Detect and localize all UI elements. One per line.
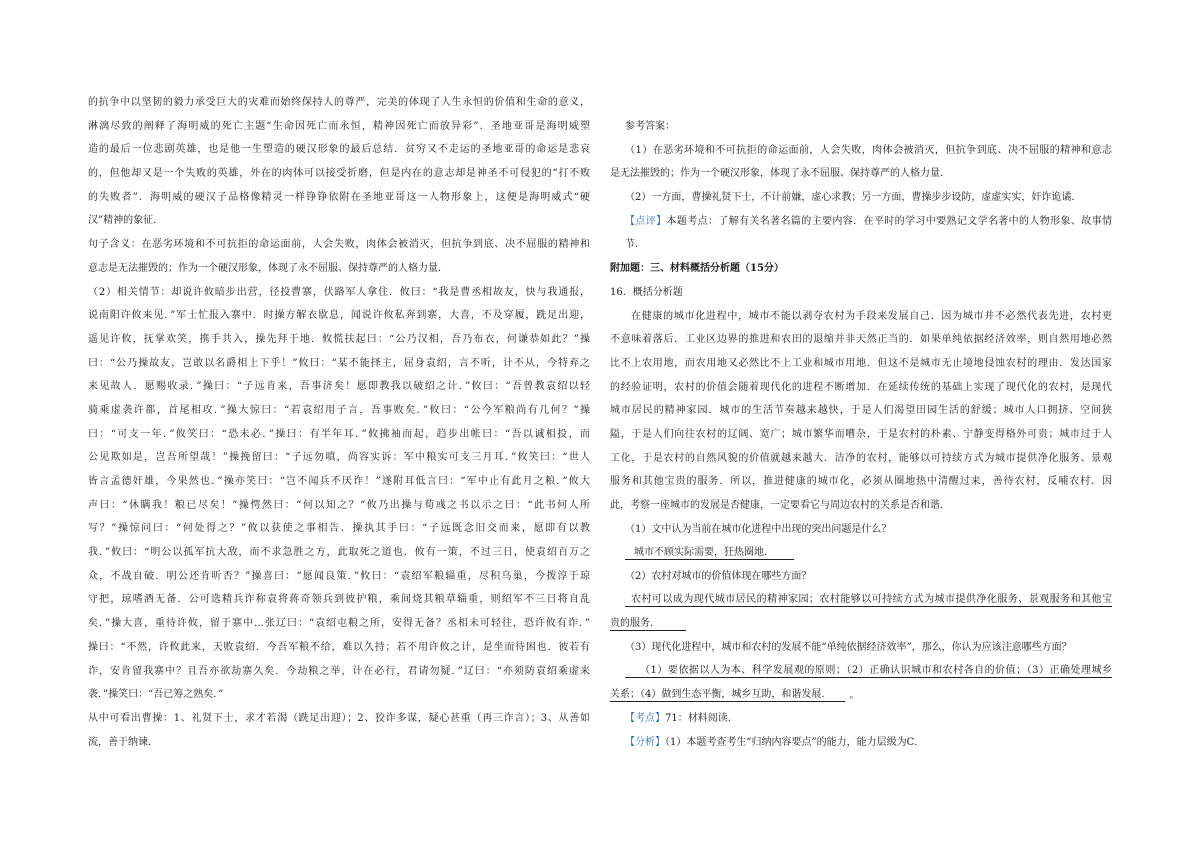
left-line: 句子含义：在恶劣环境和不可抗拒的命运面前，人会失败，肉体会被消灭，但抗争到底、决不屈服的精神和 [88, 239, 590, 251]
comment-line [610, 210, 1112, 234]
left-column [88, 91, 590, 754]
left-line: 矣．”操大喜，重待许攸，留于寨中…张辽曰：“袁绍屯粮之所，安得无备？丞相未可轻往，恐许攸有诈．” [88, 618, 590, 630]
comment-line: 节． [625, 239, 645, 251]
question-2-answer: 贵的服务． [610, 617, 686, 631]
left-line: 流，善于纳谏． [88, 736, 158, 748]
left-line: 袭．”操笑曰：“吾已筹之熟矣．” [88, 689, 224, 701]
passage-line: 不意味着落后．工业区边界的推进和农田的退缩并非天然正当的．如果单纯依据经济效率，则自然用地必然 [610, 334, 1112, 346]
left-line: 意志是无法摧毁的；作为一个硬汉形象，体现了永不屈服、保持尊严的人格力量． [88, 262, 448, 274]
passage-line: 此，考察一座城市的发展是否健康，一定要看它与周边农村的关系是否和谐． [610, 500, 950, 511]
question-2-answer-line [610, 589, 1112, 613]
left-line: 骑乘虚袭许都，首尾相攻．”操大惊曰：“若袁绍用子言，吾事败矣．”攸曰：“公今军粮尚有几何？”操 [88, 404, 590, 416]
left-line: 的抗争中以坚韧的毅力承受巨大的灾难而始终保持人的尊严，完美的体现了人生永恒的价值和生命的意义， [88, 97, 590, 108]
exam-point-line [610, 707, 1112, 731]
analysis-text: （1）本题考查考生“归纳内容要点”的能力，能力层级为C． [665, 736, 925, 748]
left-line: 遥见许攸，抚掌欢笑，携手共入，操先拜于地．攸慌扶起曰：“公乃汉相，吾乃布衣，何谦恭如此？”操 [88, 333, 590, 345]
question-3-answer: （1）要依据以人为本、科学发展观的原则；（2）正确认识城市和农村各自的价值；（3）正确处理城乡 [625, 664, 1112, 678]
question-2-answer: 农村可以成为现代城市居民的精神家园；农村能够以可持续方式为城市提供净化服务、景观服务和其他宝 [625, 593, 1112, 607]
left-line: 说南阳许攸来见．”军士忙报入寨中．时操方解衣歇息，闻说许攸私奔到寨，大喜，不及穿履，跣足出迎， [88, 310, 590, 322]
answer-heading: 参考答案： [625, 121, 675, 132]
left-line: 曰：“公乃操故友，岂敢以名爵相上下乎！”攸曰：“某不能择主，屈身袁绍，言不听，计不从，今特弃之 [88, 357, 590, 369]
left-line: 皆言孟德奸雄，今果然也．”操亦笑曰：“岂不闻兵不厌诈！”遂附耳低言曰：“军中止有此月之粮．”攸大 [88, 476, 590, 487]
left-line: 写？”操惊问曰：“何处得之？”攸以获使之事相告．操执其手曰：“子远既念旧交而来，愿即有以教 [88, 523, 590, 535]
question-number: 16．概括分析题 [610, 286, 683, 298]
question-1-prompt: （1）文中认为当前在城市化进程中出现的突出问题是什么？ [625, 523, 892, 535]
left-line: 众，不战自破．明公还肯听否？”操喜曰：“愿闻良策．”攸曰：“袁绍军粮辎重，尽积乌巢，今拨淳于琼 [88, 570, 590, 582]
left-line: （2）相关情节：却说许攸暗步出营，径投曹寨，伏路军人拿住．攸曰：“我是曹丞相故友，快与我通报， [88, 286, 590, 298]
left-line: 来见故人．愿赐收录．”操曰：“子远肯来，吾事济矣！愿即教我以破绍之计．”攸曰：“吾曾教袁绍以轻 [88, 381, 590, 393]
left-line: 汉”精神的象征． [88, 215, 164, 227]
left-line: 造的最后一位悲剧英雄，也是他一生塑造的硬汉形象的最后总结．贫穷又不走运的圣地亚哥的命运是悲哀 [88, 144, 590, 156]
passage-line: 的经验证明，农村的价值会随着现代化的进程不断增加．在延续传统的基础上实现了现代化的农村，是现代 [610, 381, 1112, 393]
question-3-answer: 关系；（4）做到生态平衡，城乡互助，和谐发展． [610, 688, 845, 702]
passage-line: 服务和其他宝贵的服务．所以，推进健康的城市化，必须从圈地热中清醒过来，善待农村，反哺农村．因 [610, 476, 1112, 488]
comment-label: 【点评】 [625, 215, 667, 227]
exam-point-text: 71：材料阅读． [665, 713, 738, 725]
right-column [610, 115, 1112, 755]
passage-line: 工化，于是农村的自然风貌的价值就越来越大．洁净的农村，能够以可持续方式为城市提供净化服务、景观 [610, 452, 1112, 464]
question-3-answer-line [610, 660, 1112, 684]
left-line: 声曰：“休瞒我！粮已尽矣！”操愕然曰：“何以知之？”攸乃出操与荀彧之书以示之曰：“此书何人所 [88, 499, 590, 511]
question-1-answer-line [610, 541, 1112, 565]
left-line: 曰：“可支一年．”攸笑曰：“恐未必．”操曰：有半年耳．”攸拂袖而起，趋步出帐曰：“吾以诚相投，而 [88, 428, 590, 440]
left-line: 诈，安肯留我寨中？且吾亦欲劫寨久矣．今劫粮之举，计在必行，君请勿疑．”辽曰：“亦须防袁绍乘虚来 [88, 665, 590, 677]
answer-1-line: 是无法摧毁的；作为一个硬汉形象，体现了永不屈服、保持尊严的人格力量． [610, 168, 950, 180]
left-line: 守把，琼嗜酒无备．公可选精兵诈称袁将蒋奇领兵到彼护粮，乘间烧其粮草辎重，则绍军不三日将自乱 [88, 594, 590, 606]
question-3-answer-end: 。 [849, 689, 860, 701]
left-line: 我．”攸曰：“明公以孤军抗大敌，而不求急胜之方，此取死之道也．攸有一策，不过三日，使袁绍百万之 [88, 547, 590, 559]
section-title: 附加题：三、材料概括分析题（15分） [610, 263, 784, 275]
exam-point-label: 【考点】 [625, 713, 665, 725]
question-2-prompt: （2）农村对城市的价值体现在哪些方面？ [625, 571, 812, 583]
analysis-line [610, 731, 1112, 755]
passage-line: 城市居民的精神家园．城市的生活节奏越来越快，于是人们渴望田园生活的舒缓；城市人口拥挤、空间狭 [610, 405, 1112, 417]
left-line: 淋漓尽致的阐释了海明威的死亡主题“生命因死亡而永恒，精神因死亡而放异彩”．圣地亚哥是海明威塑 [88, 120, 590, 132]
left-line: 操曰：“不然，许攸此来，天败袁绍．今吾军粮不给，难以久持；若不用许攸之计，是坐而待困也．彼若有 [88, 641, 590, 653]
answer-2: （2）一方面，曹操礼贤下士，不计前嫌，虚心求教；另一方面，曹操步步设防，虚虚实实，奸诈诡谲． [625, 192, 1082, 204]
passage-line: 比不上农用地，而农用地又必然比不上工业和城市用地．但这不是城市无止境地侵蚀农村的理由．发达国家 [610, 357, 1112, 369]
left-line: 的失败者”．海明威的硬汉子品格像精灵一样铮铮依附在圣地亚哥这一人物形象上，这便是海明威式“硬 [88, 191, 590, 203]
left-line: 从中可看出曹操：1、礼贤下士，求才若渴（跣足出迎）；2、狡诈多谋，疑心甚重（再三诈言）；3、从善如 [88, 712, 590, 724]
question-3-answer-line [610, 684, 1112, 708]
comment-text: 本题考点：了解有关名著名篇的主要内容．在平时的学习中要熟记文学名著中的人物形象、故事情 [666, 215, 1112, 227]
passage-line: 隘，于是人们向往农村的辽阔、宽广；城市繁华而嘈杂，于是农村的朴素、宁静变得格外可贵；城市过于人 [610, 428, 1112, 440]
analysis-label: 【分析】 [625, 736, 665, 748]
left-line: 的，但他却又是一个失败的英雄，外在的肉体可以接受折磨，但是内在的意志却是神圣不可侵犯的“打不败 [88, 168, 590, 180]
question-1-answer: 城市不顾实际需要，狂热圈地． [625, 546, 794, 560]
passage-line: 在健康的城市化进程中，城市不能以剥夺农村为手段来发展自己．因为城市并不必然代表先进，农村更 [631, 310, 1112, 322]
answer-1-line: （1）在恶劣环境和不可抗拒的命运面前，人会失败，肉体会被消灭，但抗争到底、决不屈服的精神和意志 [625, 144, 1112, 156]
question-2-answer-line [610, 612, 1112, 636]
question-3-prompt: （3）现代化进程中，城市和农村的发展不能“单纯依据经济效率”，那么，你认为应该注意哪些方面？ [625, 642, 1072, 654]
left-line: 公见欺如是，岂吾所望哉！”操挽留曰：“子远勿嗔，尚容实诉：军中粮实可支三月耳．”攸笑曰：“世人 [88, 452, 590, 464]
